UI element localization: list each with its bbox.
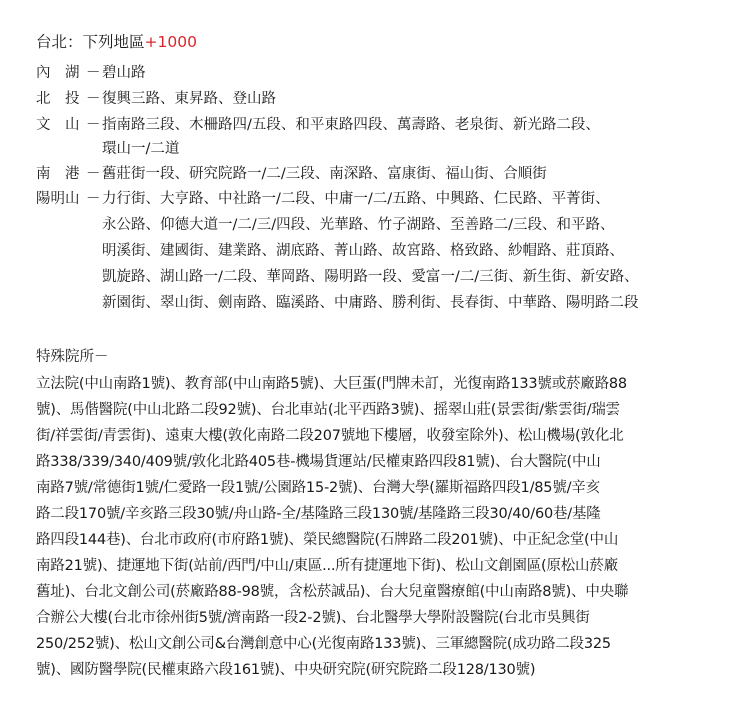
special-institutions-line: 號)、國防醫學院(民權東路六段161號)、中央研究院(研究院路二段128/130號) xyxy=(36,662,536,678)
special-institutions-line: 路338/339/340/409號/敦化北路405巷-機場貨運站/民權東路四段81號)、台大醫院(中山 xyxy=(36,454,601,470)
road-list: 復興三路、東昇路、登山路 xyxy=(102,91,276,107)
special-institutions-line: 南路7號/常德街1號/仁愛路一段1號/公園路15-2號)、台灣大學(羅斯福路四段1/85號/辛亥 xyxy=(36,480,600,496)
special-institutions-line: 合辦公大樓(台北市徐州街5號/濟南路一段2-2號)、台北醫學大學附設醫院(台北市吳興街 xyxy=(36,610,590,626)
road-list: 碧山路 xyxy=(102,65,146,81)
special-institutions-line: 250/252號)、松山文創公司&台灣創意中心(光復南路133號)、三軍總醫院(成功路二段325 xyxy=(36,636,611,652)
district-dash: － xyxy=(86,117,101,133)
district-label: 北 投 xyxy=(36,91,80,107)
road-list: 舊莊街一段、研究院路一/二/三段、南深路、富康街、福山街、合順街 xyxy=(102,166,547,182)
special-institutions-line: 路四段144巷)、台北市政府(市府路1號)、榮民總醫院(石牌路二段201號)、中正紀念堂(中山 xyxy=(36,532,619,548)
road-list: 指南路三段、木柵路四/五段、和平東路四段、萬壽路、老泉街、新光路二段、 xyxy=(102,117,600,133)
special-institutions-line: 號)、馬偕醫院(中山北路二段92號)、台北車站(北平西路3號)、摇翠山莊(景雲街/紫雲街/瑞雲 xyxy=(36,402,620,418)
road-list-continuation: 凱旋路、湖山路一/二段、華岡路、陽明路一段、愛富一/二/三街、新生街、新安路、 xyxy=(102,269,639,285)
road-list: 力行街、大亨路、中社路一/二段、中庸一/二/五路、中興路、仁民路、平菁街、 xyxy=(102,191,610,207)
district-label: 陽明山 xyxy=(36,191,80,207)
road-list-continuation: 永公路、仰德大道一/二/三/四段、光華路、竹子湖路、至善路二/三段、和平路、 xyxy=(102,217,615,233)
road-list-continuation: 明溪街、建國街、建業路、湖底路、菁山路、故宮路、格致路、紗帽路、莊頂路、 xyxy=(102,243,624,259)
page-title xyxy=(36,31,197,53)
special-institutions-line: 立法院(中山南路1號)、教育部(中山南路5號)、大巨蛋(門牌未訂，光復南路133號或菸廠路88 xyxy=(36,376,627,392)
special-institutions-line: 南路21號)、捷運地下街(站前/西門/中山/東區...所有捷運地下街)、松山文創園區(原松山菸廠 xyxy=(36,558,618,574)
district-label: 南 港 xyxy=(36,166,80,182)
special-institutions-line: 街/祥雲街/青雲街)、遠東大樓(敦化南路二段207號地下樓層，收發室除外)、松山機場(敦化北 xyxy=(36,428,624,444)
road-list-continuation: 新園街、翠山街、劍南路、臨溪路、中庸路、勝利街、長春街、中華路、陽明路二段 xyxy=(102,295,639,311)
special-institutions-line: 路二段170號/辛亥路三段30號/舟山路-全/基隆路三段130號/基隆路三段30/40/60巷/基隆 xyxy=(36,506,601,522)
district-dash: － xyxy=(86,191,101,207)
district-dash: － xyxy=(86,166,101,182)
special-institutions-heading: 特殊院所－ xyxy=(36,349,109,365)
district-dash: － xyxy=(86,91,101,107)
title-prefix: 台北：下列地區 xyxy=(36,33,145,51)
district-label: 內 湖 xyxy=(36,65,80,81)
surcharge-amount: +1000 xyxy=(144,33,197,51)
district-label: 文 山 xyxy=(36,117,80,133)
district-dash: － xyxy=(86,65,101,81)
special-institutions-line: 舊址)、台北文創公司(菸廠路88-98號，含松菸誠品)、台大兒童醫療館(中山南路8號)、中央聯 xyxy=(36,584,629,600)
road-list-continuation: 環山一/二道 xyxy=(102,141,180,157)
